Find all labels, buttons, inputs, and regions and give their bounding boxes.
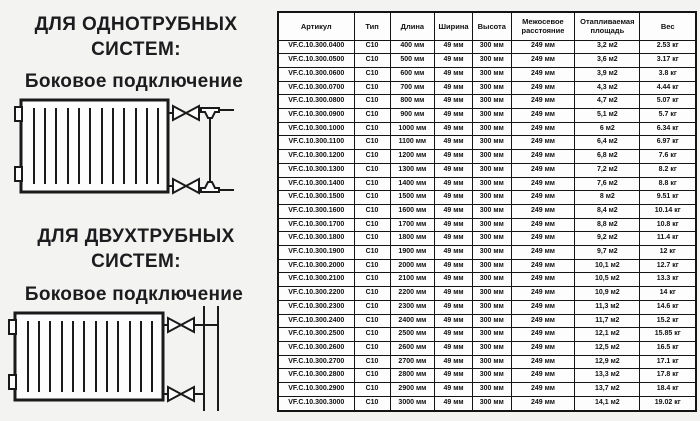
table-cell: VF.C.10.300.1800	[278, 232, 354, 246]
table-cell: 300 мм	[472, 341, 511, 355]
table-cell: 49 мм	[435, 287, 473, 301]
table-cell: VF.C.10.300.2300	[278, 300, 354, 314]
table-row	[278, 328, 696, 342]
table-row	[278, 122, 696, 136]
table-cell: 49 мм	[435, 40, 473, 54]
table-cell: 249 мм	[511, 191, 575, 205]
table-cell: 1900 мм	[390, 246, 435, 260]
table-row	[278, 177, 696, 191]
table-cell: 600 мм	[390, 67, 435, 81]
table-cell: 1800 мм	[390, 232, 435, 246]
table-cell: 400 мм	[390, 40, 435, 54]
tee-fitting-icon-top	[201, 108, 219, 118]
table-cell: 249 мм	[511, 328, 575, 342]
table-cell: 3.8 кг	[640, 67, 696, 81]
table-cell: 300 мм	[472, 81, 511, 95]
table-cell: 300 мм	[472, 355, 511, 369]
table-cell: 300 мм	[472, 232, 511, 246]
table-cell: 7,6 м2	[575, 177, 640, 191]
table-cell: 7,2 м2	[575, 163, 640, 177]
table-cell: 9.51 кг	[640, 191, 696, 205]
table-cell: 3,9 м2	[575, 67, 640, 81]
table-cell: 49 мм	[435, 259, 473, 273]
table-cell: 49 мм	[435, 328, 473, 342]
table-cell: 12,5 м2	[575, 341, 640, 355]
radiator-icon	[9, 313, 163, 400]
table-cell: C10	[354, 396, 390, 411]
table-cell: 5,1 м2	[575, 109, 640, 123]
table-row	[278, 369, 696, 383]
table-cell: 6,8 м2	[575, 150, 640, 164]
table-cell: 4.44 кг	[640, 81, 696, 95]
table-cell: 300 мм	[472, 369, 511, 383]
table-cell: 249 мм	[511, 177, 575, 191]
table-cell: C10	[354, 163, 390, 177]
table-cell: 6 м2	[575, 122, 640, 136]
table-cell: 8,4 м2	[575, 204, 640, 218]
table-cell: 17.8 кг	[640, 369, 696, 383]
table-cell: C10	[354, 369, 390, 383]
table-row	[278, 54, 696, 68]
table-cell: VF.C.10.300.2000	[278, 259, 354, 273]
table-row	[278, 232, 696, 246]
connection-diagrams-panel	[0, 0, 272, 421]
table-cell: 2100 мм	[390, 273, 435, 287]
table-cell: 12.7 кг	[640, 259, 696, 273]
table-cell: 9,2 м2	[575, 232, 640, 246]
table-cell: 49 мм	[435, 67, 473, 81]
table-cell: VF.C.10.300.2100	[278, 273, 354, 287]
table-cell: 10.14 кг	[640, 204, 696, 218]
table-cell: 7.6 кг	[640, 150, 696, 164]
table-cell: 249 мм	[511, 40, 575, 54]
table-cell: 19.02 кг	[640, 396, 696, 411]
table-cell: 14,1 м2	[575, 396, 640, 411]
table-cell: 300 мм	[472, 122, 511, 136]
table-cell: 49 мм	[435, 54, 473, 68]
valve-icon-bottom	[168, 387, 194, 401]
table-cell: VF.C.10.300.2700	[278, 355, 354, 369]
two-pipe-section-title: ДЛЯ ДВУХТРУБНЫХ СИСТЕМ:	[37, 226, 235, 273]
table-row	[278, 287, 696, 301]
table-cell: 2800 мм	[390, 369, 435, 383]
table-cell: 3.17 кг	[640, 54, 696, 68]
table-cell: C10	[354, 177, 390, 191]
table-cell: C10	[354, 355, 390, 369]
table-cell: VF.C.10.300.1900	[278, 246, 354, 260]
table-cell: 15.85 кг	[640, 328, 696, 342]
table-cell: 8.2 кг	[640, 163, 696, 177]
table-cell: 5.07 кг	[640, 95, 696, 109]
table-cell: C10	[354, 383, 390, 397]
piping	[168, 110, 234, 190]
column-header-axis-distance: Межосевое расстояние	[511, 12, 575, 40]
table-cell: C10	[354, 109, 390, 123]
table-cell: 300 мм	[472, 314, 511, 328]
table-cell: 249 мм	[511, 396, 575, 411]
table-cell: 12 кг	[640, 246, 696, 260]
table-cell: 2500 мм	[390, 328, 435, 342]
table-cell: 700 мм	[390, 81, 435, 95]
table-cell: 300 мм	[472, 191, 511, 205]
table-cell: 49 мм	[435, 204, 473, 218]
table-cell: C10	[354, 54, 390, 68]
column-header-length: Длина	[390, 12, 435, 40]
table-cell: VF.C.10.300.1300	[278, 163, 354, 177]
spec-table-panel	[277, 11, 697, 412]
table-cell: 249 мм	[511, 218, 575, 232]
table-cell: 3,2 м2	[575, 40, 640, 54]
table-cell: VF.C.10.300.0600	[278, 67, 354, 81]
table-cell: 49 мм	[435, 95, 473, 109]
table-cell: VF.C.10.300.2400	[278, 314, 354, 328]
table-cell: 1400 мм	[390, 177, 435, 191]
table-cell: 2900 мм	[390, 383, 435, 397]
table-cell: 2200 мм	[390, 287, 435, 301]
table-cell: 1700 мм	[390, 218, 435, 232]
table-cell: 16.5 кг	[640, 341, 696, 355]
table-cell: VF.C.10.300.1700	[278, 218, 354, 232]
table-cell: 300 мм	[472, 396, 511, 411]
table-row	[278, 383, 696, 397]
table-cell: C10	[354, 191, 390, 205]
radiator-bracket-bottom	[15, 167, 22, 181]
table-cell: 4,3 м2	[575, 81, 640, 95]
table-cell: 249 мм	[511, 163, 575, 177]
table-row	[278, 218, 696, 232]
table-cell: 1600 мм	[390, 204, 435, 218]
table-cell: 2700 мм	[390, 355, 435, 369]
table-cell: 300 мм	[472, 95, 511, 109]
table-cell: 900 мм	[390, 109, 435, 123]
table-cell: VF.C.10.300.2200	[278, 287, 354, 301]
column-header-type: Тип	[354, 12, 390, 40]
table-cell: 49 мм	[435, 355, 473, 369]
table-cell: 11.4 кг	[640, 232, 696, 246]
table-cell: 4,7 м2	[575, 95, 640, 109]
table-row	[278, 163, 696, 177]
table-cell: C10	[354, 218, 390, 232]
table-row	[278, 40, 696, 54]
table-cell: 49 мм	[435, 81, 473, 95]
table-cell: 1000 мм	[390, 122, 435, 136]
table-cell: 11,3 м2	[575, 300, 640, 314]
table-cell: 249 мм	[511, 341, 575, 355]
table-cell: 3,6 м2	[575, 54, 640, 68]
valve-icon-top	[173, 106, 199, 120]
table-cell: 18.4 кг	[640, 383, 696, 397]
table-row	[278, 150, 696, 164]
table-cell: 249 мм	[511, 54, 575, 68]
radiator-icon	[15, 100, 168, 192]
table-cell: VF.C.10.300.1200	[278, 150, 354, 164]
table-cell: 500 мм	[390, 54, 435, 68]
table-cell: VF.C.10.300.2500	[278, 328, 354, 342]
table-cell: C10	[354, 204, 390, 218]
table-cell: 800 мм	[390, 95, 435, 109]
table-cell: 249 мм	[511, 150, 575, 164]
table-cell: 49 мм	[435, 218, 473, 232]
table-cell: 249 мм	[511, 273, 575, 287]
table-cell: 49 мм	[435, 273, 473, 287]
table-cell: 8,8 м2	[575, 218, 640, 232]
table-cell: C10	[354, 328, 390, 342]
tee-fitting-icon-bottom	[201, 182, 219, 192]
table-cell: 10.8 кг	[640, 218, 696, 232]
table-cell: 249 мм	[511, 383, 575, 397]
table-cell: 1100 мм	[390, 136, 435, 150]
table-cell: VF.C.10.300.1000	[278, 122, 354, 136]
table-row	[278, 246, 696, 260]
radiator-bracket-top	[15, 107, 22, 121]
table-row	[278, 67, 696, 81]
table-row	[278, 136, 696, 150]
table-cell: 2600 мм	[390, 341, 435, 355]
table-cell: 49 мм	[435, 122, 473, 136]
table-cell: 300 мм	[472, 259, 511, 273]
table-cell: 6.97 кг	[640, 136, 696, 150]
table-cell: 300 мм	[472, 383, 511, 397]
table-cell: 2.53 кг	[640, 40, 696, 54]
column-header-heated-area: Отапливаемая площадь	[575, 12, 640, 40]
table-cell: 8.8 кг	[640, 177, 696, 191]
table-cell: 49 мм	[435, 300, 473, 314]
table-cell: 15.2 кг	[640, 314, 696, 328]
radiator-bracket-top	[9, 320, 16, 334]
table-row	[278, 273, 696, 287]
table-cell: 2300 мм	[390, 300, 435, 314]
table-cell: VF.C.10.300.2600	[278, 341, 354, 355]
spec-table	[277, 11, 697, 412]
table-cell: 49 мм	[435, 163, 473, 177]
table-row	[278, 204, 696, 218]
table-cell: 49 мм	[435, 314, 473, 328]
table-row	[278, 314, 696, 328]
table-cell: 17.1 кг	[640, 355, 696, 369]
table-cell: 249 мм	[511, 136, 575, 150]
table-cell: C10	[354, 273, 390, 287]
column-header-height: Высота	[472, 12, 511, 40]
table-cell: VF.C.10.300.0900	[278, 109, 354, 123]
table-cell: VF.C.10.300.1600	[278, 204, 354, 218]
table-cell: 300 мм	[472, 67, 511, 81]
table-cell: 249 мм	[511, 355, 575, 369]
table-cell: 6.34 кг	[640, 122, 696, 136]
table-row	[278, 191, 696, 205]
table-cell: 249 мм	[511, 314, 575, 328]
table-cell: 13.3 кг	[640, 273, 696, 287]
table-cell: 12,9 м2	[575, 355, 640, 369]
table-row	[278, 95, 696, 109]
table-cell: 300 мм	[472, 246, 511, 260]
table-cell: 300 мм	[472, 54, 511, 68]
table-row	[278, 259, 696, 273]
column-header-article: Артикул	[278, 12, 354, 40]
table-row	[278, 355, 696, 369]
table-cell: 14 кг	[640, 287, 696, 301]
table-cell: 49 мм	[435, 191, 473, 205]
table-row	[278, 341, 696, 355]
valve-icon-top	[168, 318, 194, 332]
two-pipe-side-connection-diagram	[8, 303, 243, 417]
table-cell: VF.C.10.300.3000	[278, 396, 354, 411]
table-cell: 300 мм	[472, 163, 511, 177]
single-pipe-side-connection-diagram	[8, 94, 243, 204]
table-cell: C10	[354, 81, 390, 95]
table-cell: 49 мм	[435, 136, 473, 150]
table-cell: 300 мм	[472, 177, 511, 191]
table-cell: 249 мм	[511, 246, 575, 260]
table-cell: VF.C.10.300.0400	[278, 40, 354, 54]
two-pipe-section-subtitle: Боковое подключение	[24, 284, 244, 305]
table-cell: 11,7 м2	[575, 314, 640, 328]
column-header-weight: Вес	[640, 12, 696, 40]
table-cell: 1500 мм	[390, 191, 435, 205]
table-cell: 8 м2	[575, 191, 640, 205]
table-cell: C10	[354, 95, 390, 109]
table-cell: C10	[354, 122, 390, 136]
table-cell: C10	[354, 246, 390, 260]
table-cell: 12,1 м2	[575, 328, 640, 342]
table-cell: 300 мм	[472, 150, 511, 164]
valve-icon-bottom	[173, 179, 199, 193]
table-cell: 3000 мм	[390, 396, 435, 411]
table-cell: 49 мм	[435, 246, 473, 260]
table-cell: C10	[354, 150, 390, 164]
table-cell: VF.C.10.300.1400	[278, 177, 354, 191]
table-cell: 1200 мм	[390, 150, 435, 164]
table-cell: C10	[354, 300, 390, 314]
table-cell: 6,4 м2	[575, 136, 640, 150]
table-cell: 249 мм	[511, 67, 575, 81]
table-cell: 300 мм	[472, 136, 511, 150]
table-cell: C10	[354, 40, 390, 54]
single-pipe-section-title: ДЛЯ ОДНОТРУБНЫХ СИСТЕМ:	[34, 14, 238, 61]
table-row	[278, 300, 696, 314]
table-cell: C10	[354, 67, 390, 81]
single-pipe-section-subtitle: Боковое подключение	[24, 71, 244, 92]
table-cell: VF.C.10.300.0700	[278, 81, 354, 95]
table-cell: 300 мм	[472, 109, 511, 123]
table-cell: 10,5 м2	[575, 273, 640, 287]
table-cell: C10	[354, 341, 390, 355]
table-cell: 13,7 м2	[575, 383, 640, 397]
table-cell: 300 мм	[472, 204, 511, 218]
table-cell: 13,3 м2	[575, 369, 640, 383]
table-cell: 249 мм	[511, 287, 575, 301]
table-cell: VF.C.10.300.1100	[278, 136, 354, 150]
table-cell: 49 мм	[435, 232, 473, 246]
table-cell: C10	[354, 259, 390, 273]
table-cell: 49 мм	[435, 177, 473, 191]
table-row	[278, 109, 696, 123]
table-cell: 300 мм	[472, 328, 511, 342]
table-cell: 300 мм	[472, 300, 511, 314]
table-cell: 10,1 м2	[575, 259, 640, 273]
table-cell: 300 мм	[472, 287, 511, 301]
table-cell: 14.6 кг	[640, 300, 696, 314]
table-cell: 249 мм	[511, 95, 575, 109]
table-cell: 49 мм	[435, 383, 473, 397]
table-cell: C10	[354, 287, 390, 301]
table-cell: VF.C.10.300.0500	[278, 54, 354, 68]
table-cell: 49 мм	[435, 369, 473, 383]
table-cell: 1300 мм	[390, 163, 435, 177]
table-cell: C10	[354, 314, 390, 328]
table-cell: 300 мм	[472, 40, 511, 54]
table-row	[278, 396, 696, 411]
table-cell: 249 мм	[511, 232, 575, 246]
table-cell: 49 мм	[435, 396, 473, 411]
table-cell: 9,7 м2	[575, 246, 640, 260]
table-cell: 49 мм	[435, 109, 473, 123]
column-header-width: Ширина	[435, 12, 473, 40]
table-cell: C10	[354, 232, 390, 246]
table-cell: 249 мм	[511, 259, 575, 273]
table-cell: VF.C.10.300.2800	[278, 369, 354, 383]
table-cell: 2400 мм	[390, 314, 435, 328]
table-header-row	[278, 12, 696, 40]
table-cell: 249 мм	[511, 369, 575, 383]
table-cell: 300 мм	[472, 273, 511, 287]
table-row	[278, 81, 696, 95]
table-cell: C10	[354, 136, 390, 150]
table-cell: 49 мм	[435, 341, 473, 355]
table-cell: 5.7 кг	[640, 109, 696, 123]
table-cell: 249 мм	[511, 204, 575, 218]
spec-table-body	[278, 40, 696, 411]
table-cell: VF.C.10.300.2900	[278, 383, 354, 397]
table-cell: 49 мм	[435, 150, 473, 164]
table-cell: 300 мм	[472, 218, 511, 232]
table-cell: 2000 мм	[390, 259, 435, 273]
table-cell: 249 мм	[511, 122, 575, 136]
table-cell: 249 мм	[511, 300, 575, 314]
table-cell: VF.C.10.300.1500	[278, 191, 354, 205]
table-cell: 10,9 м2	[575, 287, 640, 301]
table-cell: 249 мм	[511, 81, 575, 95]
table-cell: 249 мм	[511, 109, 575, 123]
table-cell: VF.C.10.300.0800	[278, 95, 354, 109]
radiator-bracket-bottom	[9, 375, 16, 389]
